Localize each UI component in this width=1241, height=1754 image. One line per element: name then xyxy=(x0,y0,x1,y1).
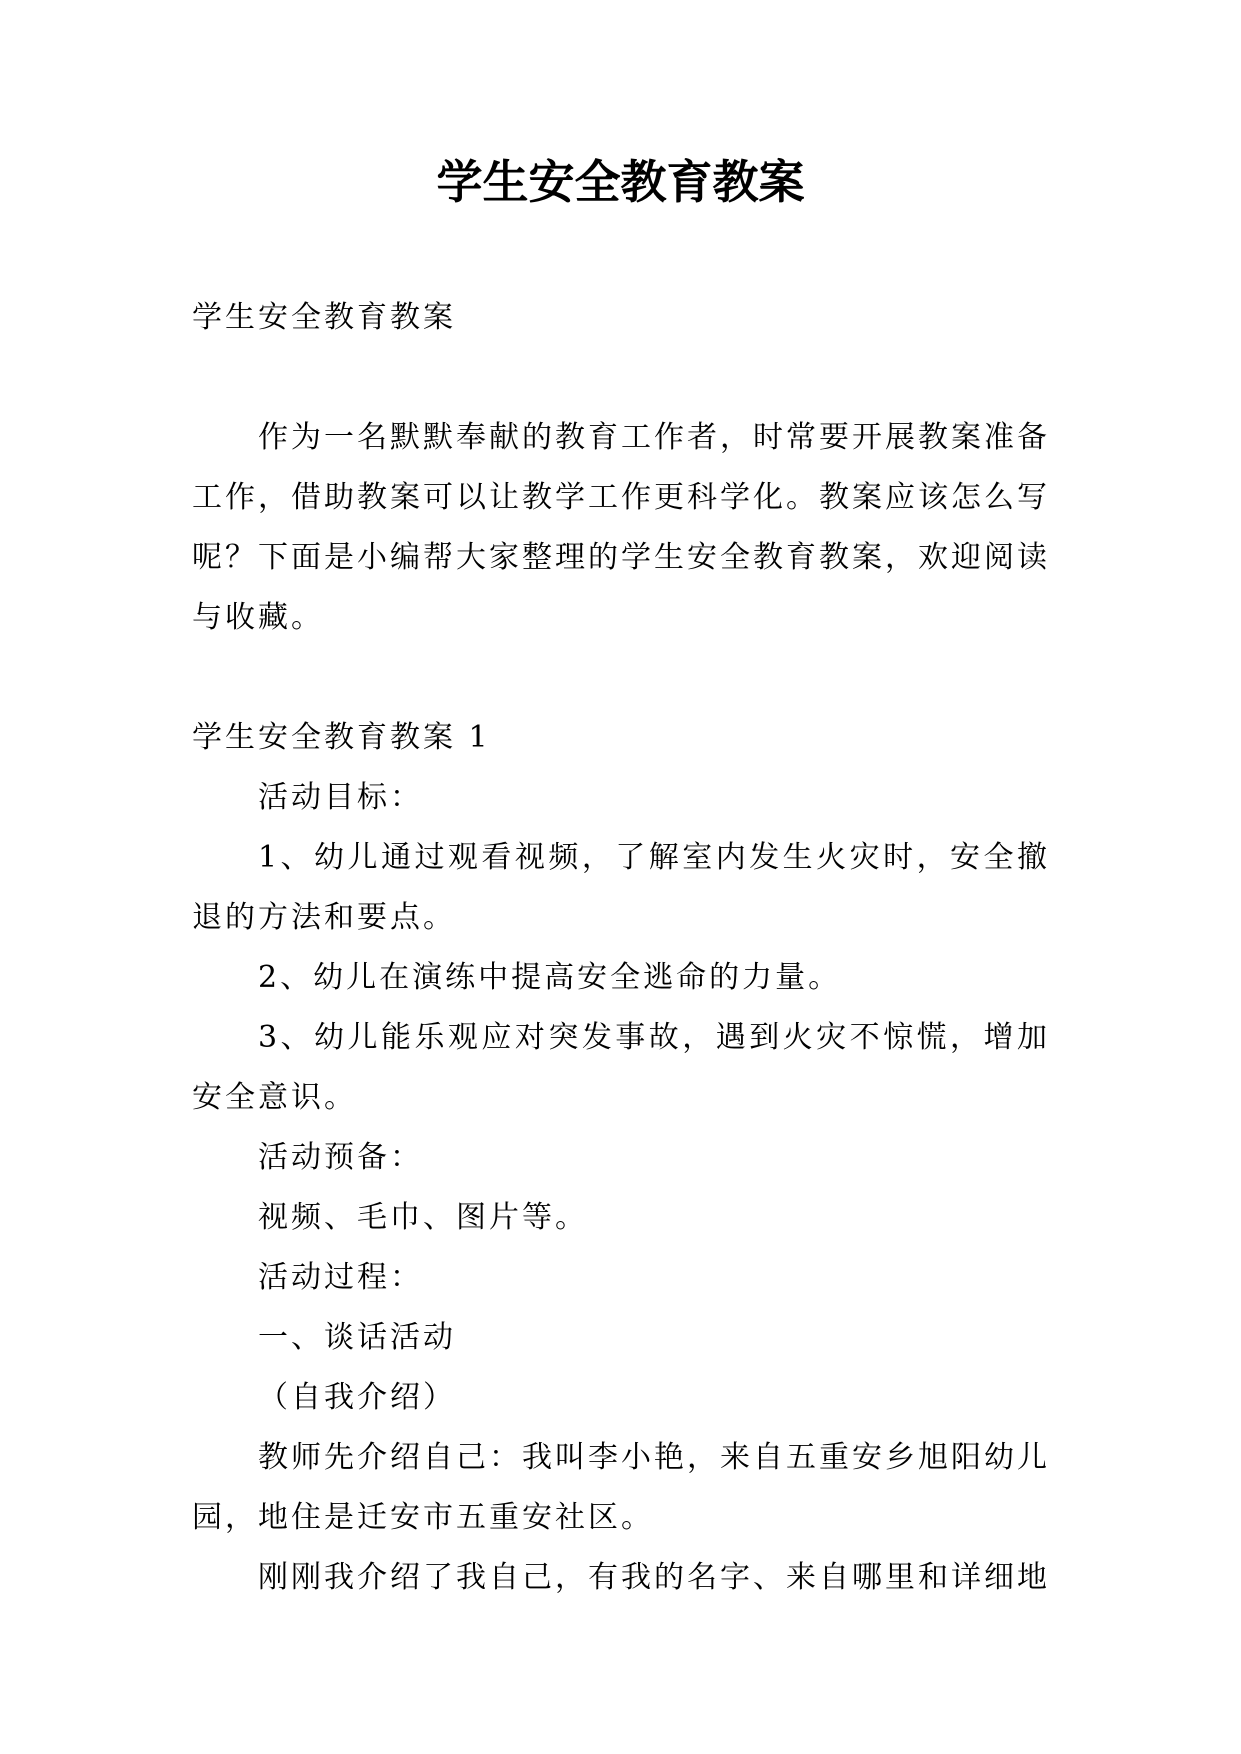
teacher-recap-paragraph: 刚刚我介绍了我自己，有我的名字、来自哪里和详细地 xyxy=(258,1560,1050,1595)
goal-item-2: 2、幼儿在演练中提高安全逃命的力量。 xyxy=(258,960,842,995)
prep-label: 活动预备： xyxy=(258,1140,423,1175)
document-body xyxy=(192,288,1050,1608)
document-title: 学生安全教育教案 xyxy=(436,155,805,209)
prep-items: 视频、毛巾、图片等。 xyxy=(258,1200,588,1235)
section-heading: 学生安全教育教案 1 xyxy=(192,720,491,755)
goal-item-1: 1、幼儿通过观看视频，了解室内发生火灾时，安全撤退的方法和要点。 xyxy=(192,840,1050,935)
goal-label: 活动目标： xyxy=(258,780,423,815)
step-heading: 一、谈话活动 xyxy=(258,1320,456,1355)
spacer xyxy=(192,348,1050,408)
process-label: 活动过程： xyxy=(258,1260,423,1295)
teacher-intro-paragraph: 教师先介绍自己：我叫李小艳，来自五重安乡旭阳幼儿园，地住是迁安市五重安社区。 xyxy=(192,1440,1050,1535)
goal-item-3: 3、幼儿能乐观应对突发事故，遇到火灾不惊慌，增加安全意识。 xyxy=(192,1020,1050,1115)
step-note: （自我介绍） xyxy=(258,1380,456,1415)
spacer xyxy=(192,648,1050,708)
document-subtitle: 学生安全教育教案 xyxy=(192,300,456,335)
intro-paragraph: 作为一名默默奉献的教育工作者，时常要开展教案准备工作，借助教案可以让教学工作更科学化。教案应该怎么写呢？下面是小编帮大家整理的学生安全教育教案，欢迎阅读与收藏。 xyxy=(192,420,1050,635)
